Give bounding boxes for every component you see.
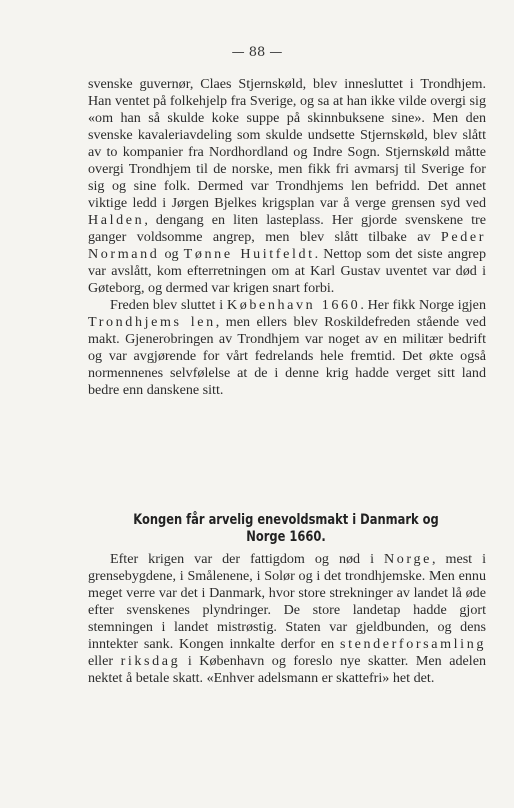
spaced-name: Peder Normand bbox=[88, 229, 486, 262]
section-text-upper bbox=[88, 76, 486, 399]
spaced-name: Tønne Huitfeldt bbox=[183, 246, 315, 262]
text-run: Freden blev sluttet i bbox=[110, 297, 227, 313]
text-run: i København og foreslo nye skatter. Men adelen nektet å betale skatt. «Enhver adelsmann er skattefri» het det. bbox=[88, 653, 486, 686]
text-run: . Her fikk Norge igjen bbox=[360, 297, 486, 313]
spaced-name: Trondhjems len bbox=[88, 314, 216, 330]
text-run: eller bbox=[88, 653, 121, 669]
paragraph bbox=[88, 551, 486, 687]
text-run: , mest i grensebygdene, i Smålenene, i Solør og i det trondhjemske. Men ennu meget verre var det i Danmark, hvor store strekninger av landet lå øde efter svenskenes plyndringer. De store landetap hadde gjort stemningen i landet mistrøstig. Staten var gjeldbunden, og dens inntekter sank. Kongen innkalte derfor en bbox=[88, 551, 486, 652]
paragraph bbox=[88, 297, 486, 399]
section-heading-line: Norge 1660. bbox=[246, 529, 326, 545]
text-run: , dengang en liten lasteplass. Her gjorde svenskene tre ganger voldsomme angrep, men blev slått tilbake av bbox=[88, 212, 486, 245]
spaced-name: Norge bbox=[384, 551, 432, 567]
section-text-lower bbox=[88, 551, 486, 687]
text-run: svenske guvernør, Claes Stjernskøld, blev innesluttet i Trondhjem. Han ventet på folkehjelp fra Sverige, og sa at han ikke vilde overgi sig «om han så skulde koke suppe på skinnbuksene sine». Men den svenske kavaleriavdeling som skulde undsette Stjernskøld, blev slått av to kompanier fra Nordhordland og Indre Sogn. Stjernskøld måtte overgi Trondhjem til de norske, men fikk fri avmarsj til Sverige for sig og sine folk. Dermed var Trondhjems len befridd. Det annet viktige ledd i Jørgen Bjelkes krigsplan var å verge grensen syd ved bbox=[88, 76, 486, 211]
spaced-name: stenderforsamling bbox=[340, 636, 486, 652]
text-run: , men ellers blev Roskildefreden stående ved makt. Gjenerobringen av Trondhjem var noget av en militær bedrift og var avgjørende for vårt fedrelands hele fremtid. Det økte også normennenes selvfølelse at de i denne krig hadde verget sitt land bedre enn danskene sitt. bbox=[88, 314, 486, 398]
spaced-name: riksdag bbox=[120, 653, 181, 669]
text-run: Efter krigen var der fattigdom og nød i bbox=[110, 551, 384, 567]
spaced-name: Halden bbox=[88, 212, 145, 228]
page-number: — 88 — bbox=[231, 45, 283, 60]
section-heading bbox=[105, 512, 468, 546]
text-run: . Nettop som det siste angrep var avslått, kom efterretningen om at Karl Gustav uventet var død i Gøteborg, og dermed var krigen snart forbi. bbox=[88, 246, 486, 296]
text-run: og bbox=[159, 246, 184, 262]
paragraph bbox=[88, 76, 486, 297]
section-heading-line: Kongen får arvelig enevoldsmakt i Danmark og bbox=[133, 512, 439, 528]
spaced-name: København 1660 bbox=[226, 297, 361, 313]
